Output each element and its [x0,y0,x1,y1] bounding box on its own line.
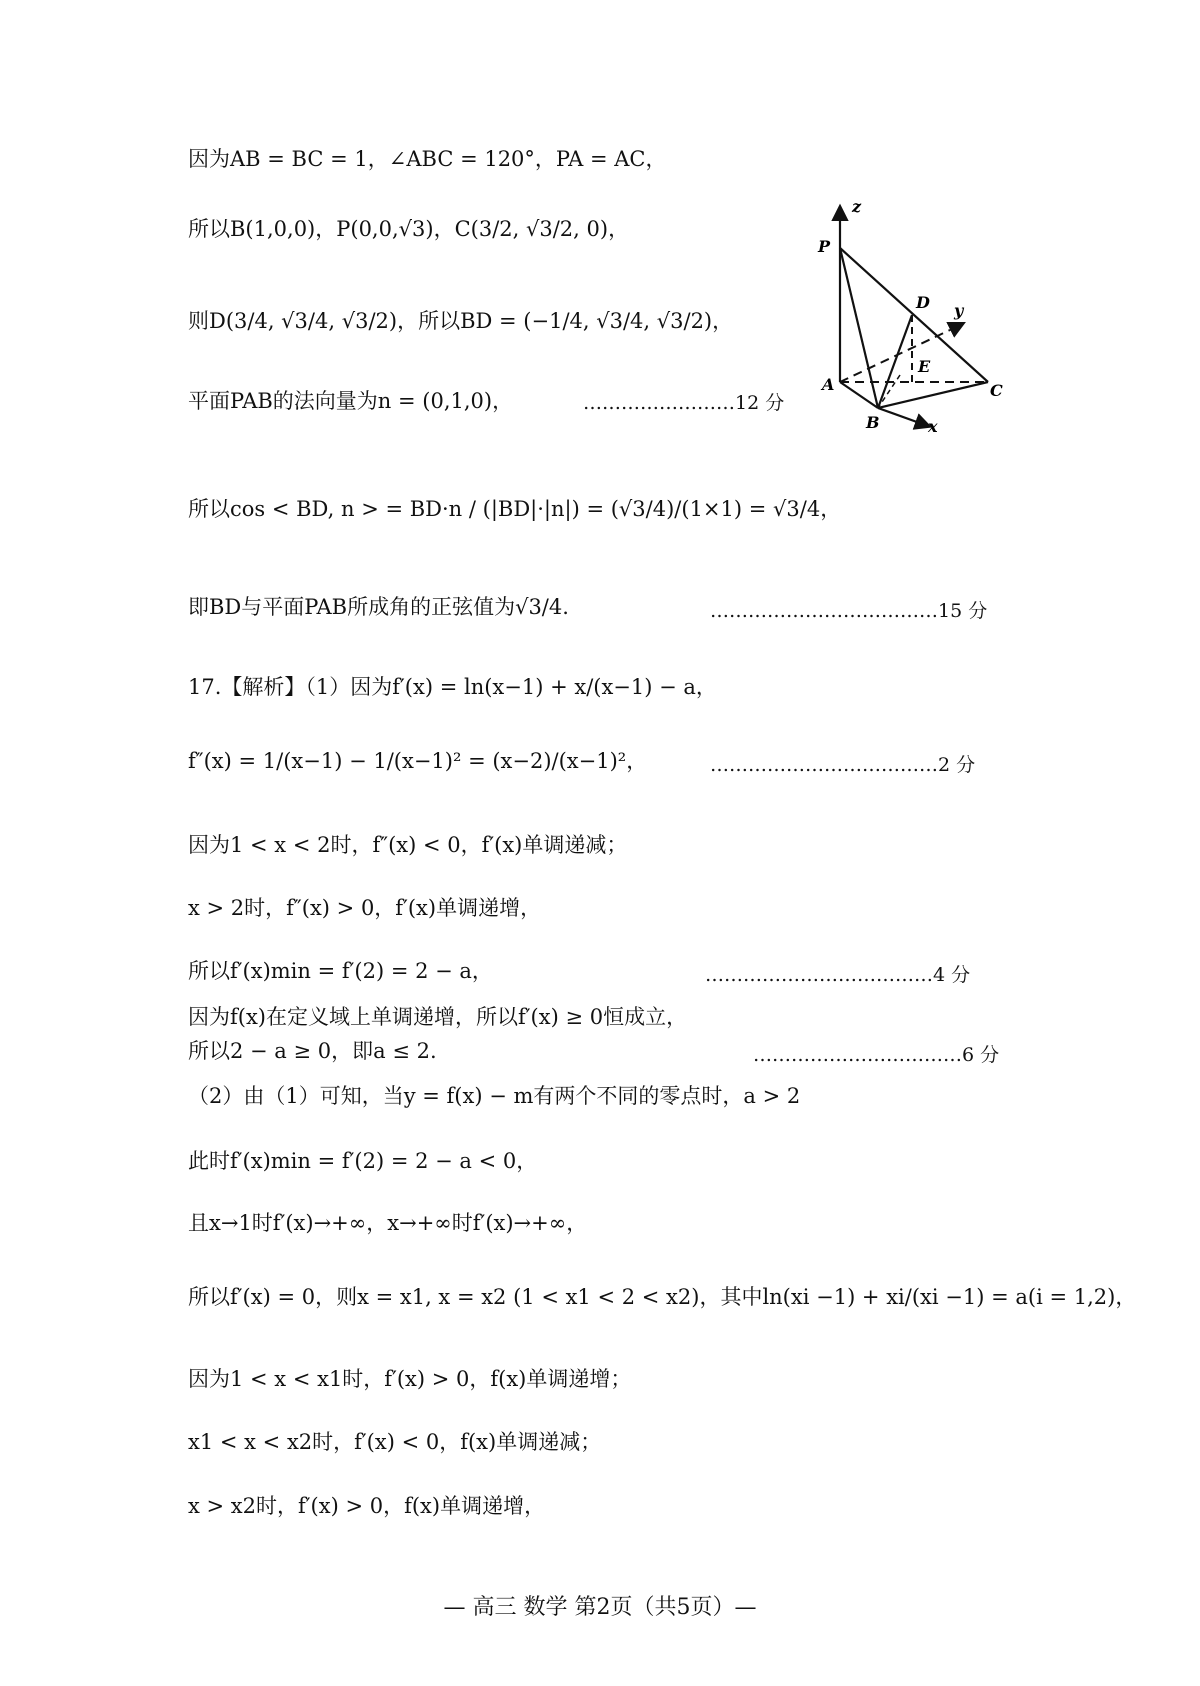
line-13: 所以2 − a ≥ 0，即a ≤ 2. [188,1039,437,1063]
line-15: 此时f′(x)min = f′(2) = 2 − a < 0， [188,1149,538,1173]
line-7: 17.【解析】（1）因为f′(x) = ln(x−1) + x/(x−1) − a， [188,675,717,699]
line-10: x > 2时，f″(x) > 0，f′(x)单调递增， [188,896,542,920]
line-4: 平面PAB的法向量为n = (0,1,0)， [188,389,514,413]
label-C: C [990,381,1003,400]
line-14: （2）由（1）可知，当y = f(x) − m有两个不同的零点时，a > 2 [188,1084,801,1108]
line-19: x1 < x < x2时，f′(x) < 0，f(x)单调递减； [188,1430,602,1454]
line-8: f″(x) = 1/(x−1) − 1/(x−1)² = (x−2)/(x−1)²， [188,749,648,773]
points-2: ………………………………2 分 [710,754,976,776]
label-B: B [866,413,880,432]
line-17: 所以f′(x) = 0，则x = x1, x = x2 (1 < x1 < 2 < x2)，其中ln(xi −1) + xi/(xi −1) = a(i = 1,2)， [188,1285,1137,1309]
line-9: 因为1 < x < 2时，f″(x) < 0，f′(x)单调递减； [188,833,628,857]
label-E: E [918,357,931,376]
line-1: 因为AB = BC = 1，∠ABC = 120°，PA = AC， [188,147,667,171]
line-6: 即BD与平面PAB所成角的正弦值为√3/4. [188,595,569,619]
points-12: ……………………12 分 [583,392,785,414]
points-15: ………………………………15 分 [710,600,988,622]
label-A: A [822,375,835,394]
line-3: 则D(3/4, √3/4, √3/2)，所以BD = (−1/4, √3/4, √3/2)， [188,309,734,333]
label-D: D [916,293,930,312]
label-P: P [818,237,831,256]
label-y: y [954,301,964,320]
pyramid-figure [800,200,1020,440]
points-6: ……………………………6 分 [753,1044,1000,1066]
line-18: 因为1 < x < x1时，f′(x) > 0，f(x)单调递增； [188,1367,632,1391]
line-20: x > x2时，f′(x) > 0，f(x)单调递增， [188,1494,546,1518]
points-4: ………………………………4 分 [705,964,971,986]
label-z: z [852,200,862,216]
line-12: 因为f(x)在定义域上单调递增，所以f′(x) ≥ 0恒成立， [188,1005,688,1029]
line-5: 所以cos < BD, n > = BD·n / (|BD|·|n|) = (√3/4)/(1×1) = √3/4， [188,497,842,521]
line-11: 所以f′(x)min = f′(2) = 2 − a， [188,959,493,983]
line-2: 所以B(1,0,0)，P(0,0,√3)，C(3/2, √3/2, 0)， [188,217,630,241]
line-16: 且x→1时f′(x)→+∞，x→+∞时f′(x)→+∞， [188,1211,588,1235]
label-x: x [928,417,938,436]
page-footer: — 高三 数学 第2页（共5页）— [443,1595,757,1620]
